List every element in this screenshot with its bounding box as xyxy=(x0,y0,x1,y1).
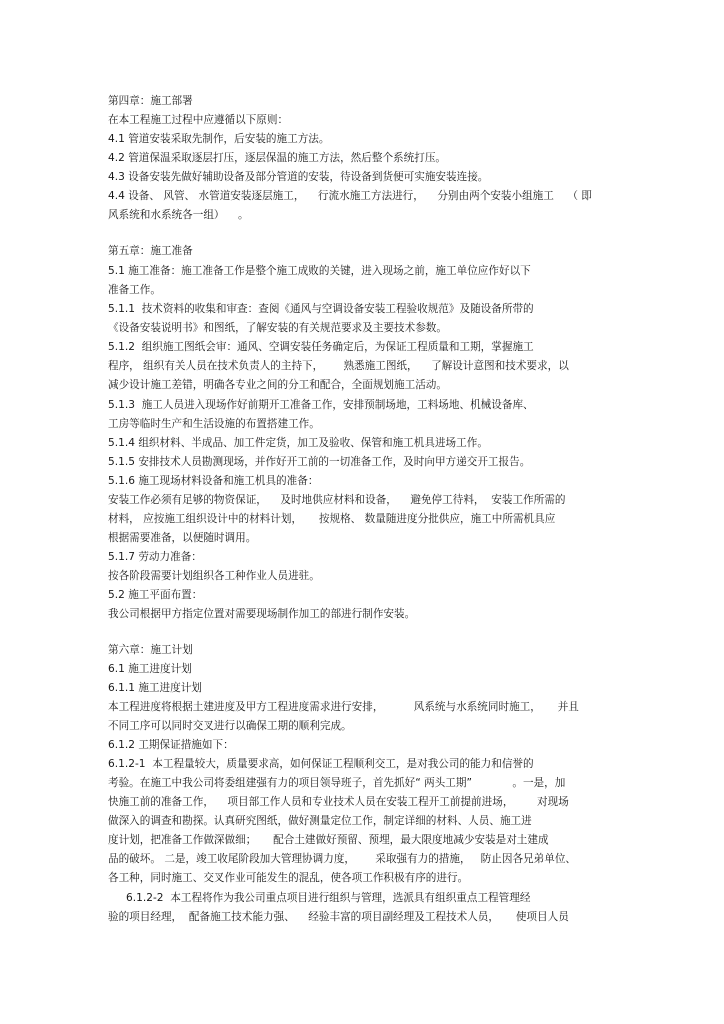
text-line: 6.1.2-1 本工程量较大，质量要求高，如何保证工程顺利交工，是对我公司的能力和信誉的 xyxy=(108,758,534,770)
text-line: 5.1.4 组织材料、半成品、加工件定货，加工及验收、保管和施工机具进场工作。 xyxy=(108,437,488,449)
text-line: 《设备安装说明书》和图纸，了解安装的有关规范要求及主要技术参数。 xyxy=(108,322,447,334)
text-line: 4.1 管道安装采取先制作，后安装的施工方法。 xyxy=(108,133,330,145)
text-line: 风系统和水系统各一组） 。 xyxy=(108,209,249,221)
text-line: 根据需要准备，以便随时调用。 xyxy=(108,532,257,544)
text-line: 程序， 组织有关人员在技术负责人的主持下， 熟悉施工图纸， 了解设计意图和技术要求，以 xyxy=(108,360,569,372)
chapter-5-heading: 第五章：施工准备 xyxy=(108,245,193,257)
text-line: 在本工程施工过程中应遵循以下原则： xyxy=(108,114,289,126)
text-line: 4.3 设备安装先做好辅助设备及部分管道的安装，待设备到货便可实施安装连接。 xyxy=(108,171,489,183)
text-line: 6.1.2-2 本工程将作为我公司重点项目进行组织与管理，选派具有组织重点工程管理经 xyxy=(126,892,531,904)
text-line: 5.1 施工准备：施工准备工作是整个施工成败的关键，进入现场之前，施工单位应作好以下 xyxy=(108,265,531,277)
text-line: 4.4 设备、 风管、 水管道安装逐层施工， 行流水施工方法进行， 分别由两个安装小组施工 （ 即 xyxy=(108,190,592,202)
text-line: 4.2 管道保温采取逐层打压，逐层保温的施工方法，然后整个系统打压。 xyxy=(108,152,447,164)
text-line: 5.1.7 劳动力准备： xyxy=(108,551,202,563)
text-line: 按各阶段需要计划组织各工种作业人员进驻。 xyxy=(108,570,320,582)
text-line: 材料， 应按施工组织设计中的材料计划， 按规格、 数量随进度分批供应，施工中所需机具应 xyxy=(108,513,556,525)
text-line: 6.1 施工进度计划 xyxy=(108,663,192,675)
text-line: 我公司根据甲方指定位置对需要现场制作加工的部进行制作安装。 xyxy=(108,608,416,620)
text-line: 6.1.1 施工进度计划 xyxy=(108,682,202,694)
text-line: 5.1.2 组织施工图纸会审：通风、空调安装任务确定后，为保证工程质量和工期，掌握施工 xyxy=(108,341,534,353)
text-line: 5.2 施工平面布置： xyxy=(108,589,203,601)
text-line: 5.1.5 安排技术人员勘测现场，并作好开工前的一切准备工作，及时向甲方递交开工报告。 xyxy=(108,456,531,468)
text-line: 做深入的调查和勘探。认真研究图纸，做好测量定位工作，制定详细的材料、人员、施工进 xyxy=(108,815,532,827)
text-line: 安装工作必须有足够的物资保证， 及时地供应材料和设备， 避免停工待料， 安装工作所需的 xyxy=(108,494,566,506)
text-line: 考验。在施工中我公司将委组建强有力的项目领导班子，首先抓好“ 两头工期” 。一是，加 xyxy=(108,777,566,789)
text-line: 工房等临时生产和生活设施的布置搭建工作。 xyxy=(108,418,320,430)
text-line: 不同工序可以同时交叉进行以确保工期的顺利完成。 xyxy=(108,720,352,732)
text-line: 各工种，同时施工、交叉作业可能发生的混乱，使各项工作积极有序的进行。 xyxy=(108,872,469,884)
text-line: 准备工作。 xyxy=(108,284,161,296)
text-line: 快施工前的准备工作， 项目部工作人员和专业技术人员在安装工程开工前提前进场， 对现场 xyxy=(108,796,569,808)
text-line: 5.1.6 施工现场材料设备和施工机具的准备： xyxy=(108,475,319,487)
text-line: 5.1.1 技术资料的收集和审查：查阅《通风与空调设备安装工程验收规范》及随设备所带的 xyxy=(108,303,534,315)
text-line: 本工程进度将根据土建进度及甲方工程进度需求进行安排， 风系统与水系统同时施工， 并且 xyxy=(108,701,579,713)
text-line: 验的项目经理， 配备施工技术能力强、 经验丰富的项目副经理及工程技术人员， 使项目人员 xyxy=(108,911,569,923)
chapter-4-heading: 第四章：施工部署 xyxy=(108,95,193,107)
text-line: 5.1.3 施工人员进入现场作好前期开工准备工作，安排预制场地，工料场地、机械设备库、 xyxy=(108,399,534,411)
text-line: 6.1.2 工期保证措施如下： xyxy=(108,739,234,751)
text-line: 减少设计施工差错，明确各专业之间的分工和配合，全面规划施工活动。 xyxy=(108,379,447,391)
chapter-6-heading: 第六章：施工计划 xyxy=(108,644,193,656)
text-line: 品的破坏。 二是，竣工收尾阶段加大管理协调力度， 采取强有力的措施， 防止因各兄弟单位、 xyxy=(108,853,577,865)
text-line: 度计划，把准备工作做深做细； 配合土建做好预留、预埋，最大限度地减少安装是对土建成 xyxy=(108,834,549,846)
